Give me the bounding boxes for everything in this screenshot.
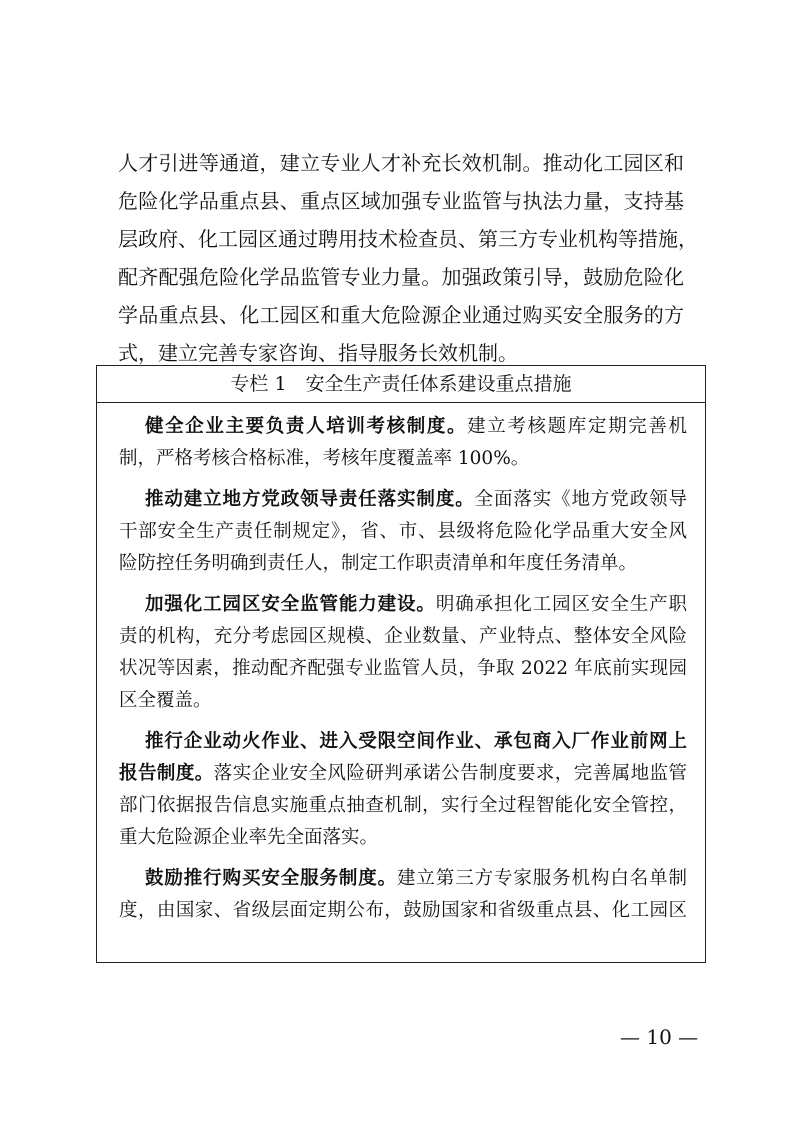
- paragraph-line: [119, 863, 687, 895]
- paragraph-line: 制，严格考核合格标准，考核年度覆盖率 100%。: [119, 448, 530, 469]
- paragraph-line: 责的机构，充分考虑园区规模、企业数量、产业特点、整体安全风险: [119, 626, 687, 647]
- measure-text: 建立考核题库定期完善机: [467, 416, 687, 437]
- paragraph-line: [119, 411, 687, 443]
- measure-text: 全面落实《地方党政领导: [474, 489, 687, 510]
- paragraph-line: 重大危险源企业率先全面落实。: [119, 827, 379, 848]
- measure-heading: 健全企业主要负责人培训考核制度。: [145, 416, 468, 437]
- intro-line: 人才引进等通道，建立专业人才补充长效机制。推动化工园区和: [118, 151, 684, 175]
- box-title: 专栏 1 安全生产责任体系建设重点措施: [97, 366, 705, 403]
- paragraph-line: 区全覆盖。: [119, 690, 212, 711]
- measure-heading: 报告制度。: [119, 763, 214, 784]
- measure-paragraph: [119, 863, 687, 927]
- measure-paragraph: [119, 411, 687, 475]
- paragraph-line: 部门依据报告信息实施重点抽查机制，实行全过程智能化安全管控，: [119, 795, 687, 816]
- paragraph-line: 险防控任务明确到责任人，制定工作职责清单和年度任务清单。: [119, 553, 638, 574]
- intro-paragraph: [118, 144, 698, 372]
- intro-line: 配齐配强危险化学品监管专业力量。加强政策引导，鼓励危险化: [118, 265, 684, 289]
- measure-heading: 鼓励推行购买安全服务制度。: [145, 868, 398, 889]
- paragraph-line: 状况等因素，推动配齐配强专业监管人员，争取 2022 年底前实现园: [119, 658, 687, 679]
- measure-heading: 加强化工园区安全监管能力建设。: [145, 594, 436, 615]
- box-body: [97, 403, 705, 927]
- paragraph-line: [119, 758, 687, 790]
- measure-paragraph: [119, 726, 687, 854]
- measure-paragraph: [119, 484, 687, 580]
- measure-text: 明确承担化工园区安全生产职: [435, 594, 687, 615]
- intro-line: 学品重点县、化工园区和重大危险源企业通过购买安全服务的方: [118, 303, 684, 327]
- measure-heading: 推动建立地方党政领导责任落实制度。: [145, 489, 475, 510]
- measure-text: 建立第三方专家服务机构白名单制: [397, 868, 687, 889]
- page-number: — 10 —: [620, 1025, 699, 1049]
- intro-line: 危险化学品重点县、重点区域加强专业监管与执法力量，支持基: [118, 189, 684, 213]
- intro-line: 式，建立完善专家咨询、指导服务长效机制。: [118, 341, 518, 365]
- intro-line: 层政府、化工园区通过聘用技术检查员、第三方专业机构等措施，: [118, 227, 698, 251]
- paragraph-line: 干部安全生产责任制规定》，省、市、县级将危险化学品重大安全风: [119, 521, 687, 542]
- paragraph-line: [119, 484, 687, 516]
- measure-text: 落实企业安全风险研判承诺公告制度要求，完善属地监管: [213, 763, 687, 784]
- paragraph-line: 度，由国家、省级层面定期公布，鼓励国家和省级重点县、化工园区: [119, 900, 687, 921]
- measure-paragraph: [119, 589, 687, 717]
- measure-heading: 推行企业动火作业、进入受限空间作业、承包商入厂作业前网上: [145, 731, 687, 752]
- special-column-box: [96, 365, 706, 963]
- paragraph-line: [119, 589, 687, 621]
